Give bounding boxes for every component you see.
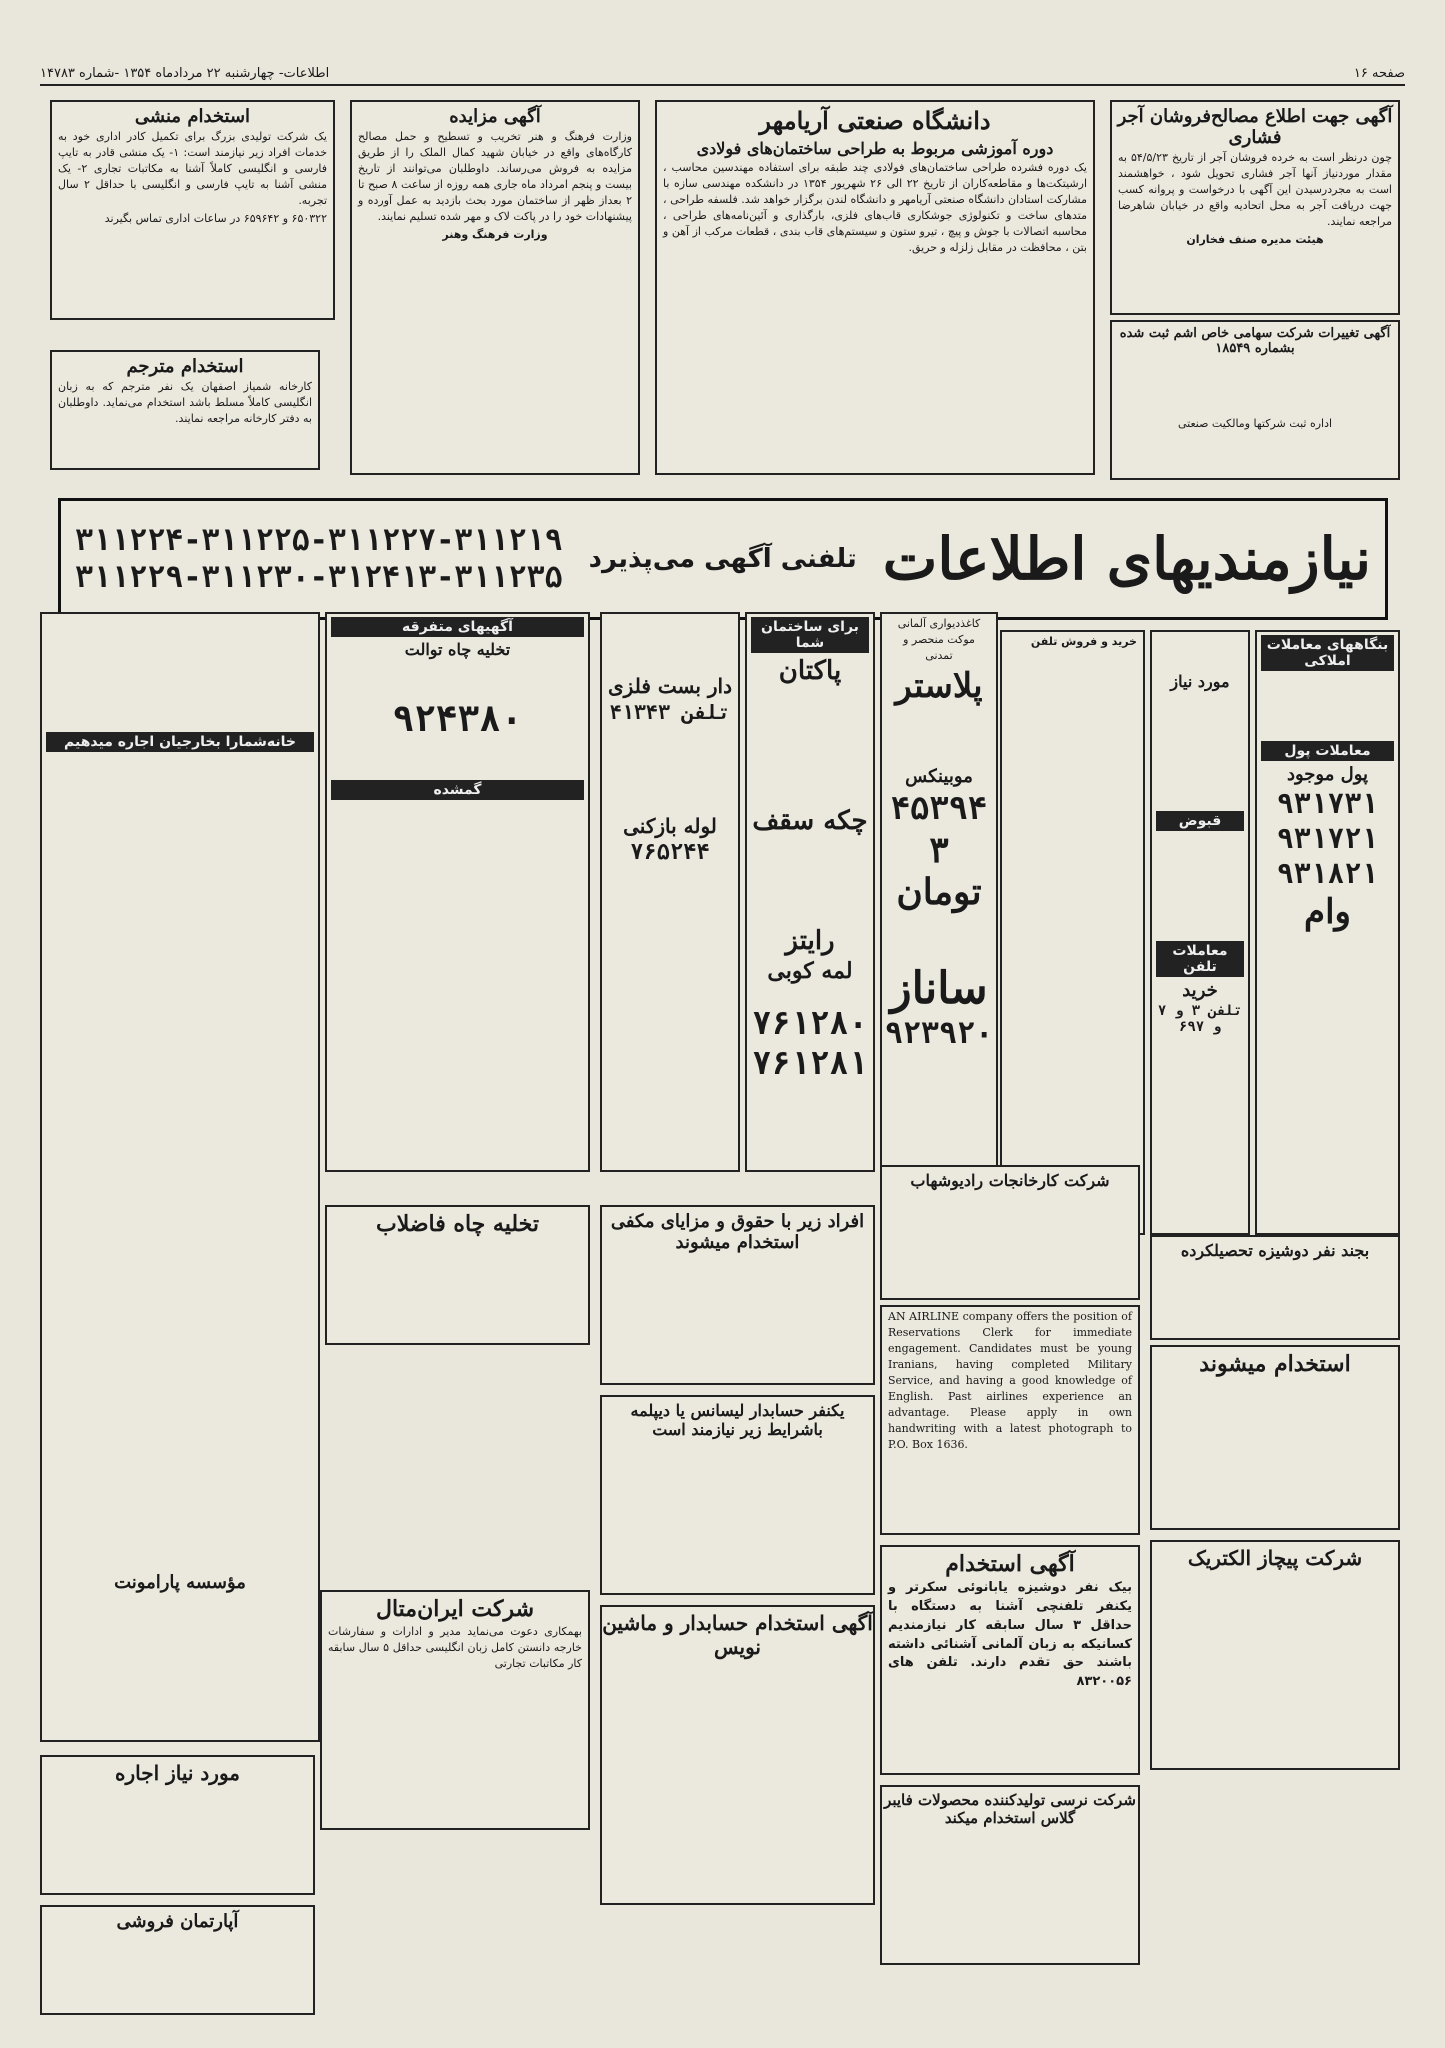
paramount: مؤسسه پارامونت	[114, 1572, 246, 1593]
sanaz-phone: ۹۲۳۹۲۰	[884, 1015, 994, 1051]
col-pipes	[600, 612, 740, 1172]
classifieds-banner	[58, 498, 1388, 620]
building-head: برای ساختمان شما	[751, 617, 869, 653]
buy-head: خرید	[1182, 980, 1218, 1001]
iran-metal-body: بهمکاری دعوت می‌نماید مدیر و ادارات و سفارشات خارجه دانستن کامل زبان انگلیسی حداقل ۵ سال سابقه کار مکاتبات تجارتی	[328, 1625, 582, 1670]
ad-girls	[1150, 1235, 1400, 1340]
ad-brick-title: آگهی جهت اطلاع مصالح‌فروشان آجر فشاری	[1117, 106, 1393, 148]
ad-fiberglass	[880, 1785, 1140, 1965]
ad-secretary-phone: ۶۵۰۳۲۲ و ۶۵۹۶۴۲ در ساعات اداری تماس بگیرند	[104, 211, 327, 225]
col-estate-head: بنگاههای معاملات املاکی	[1261, 635, 1394, 671]
ad-translator	[50, 350, 320, 470]
ad-auction	[350, 100, 640, 475]
sanaz: ساناز	[890, 962, 988, 1014]
col-misc	[325, 612, 590, 1172]
radio-head: شرکت کارخانجات رادیوشهاب	[910, 1171, 1110, 1190]
persons-head: افراد زیر با حقوق و مزایای مکفی استخدام میشوند	[610, 1211, 865, 1253]
ad-university	[655, 100, 1095, 475]
hiring3-head: آگهی استخدام حسابدار و ماشین نویس	[602, 1611, 873, 1659]
raitz: رایتز	[785, 926, 835, 956]
needed-head: مورد نیاز	[1170, 672, 1230, 691]
col-building	[745, 612, 875, 1172]
plaster-sub: کاغذدیواری آلمانی موکت منحصر و تمدنی	[897, 617, 981, 662]
raitz-phone-2: ۷۶۱۲۸۱	[752, 1044, 868, 1082]
col-rent	[40, 612, 320, 1742]
dateline: اطلاعات- چهارشنبه ۲۲ مردادماه ۱۳۵۴ -شماره ۱۴۷۸۳	[40, 65, 330, 81]
phone-trade-head: معاملات تلفن	[1156, 941, 1244, 977]
ad-brick-body: چون درنظر است به خرده فروشان آجر از تاریخ ۵۴/۵/۲۳ به مقدار موردنیاز آنها آجر فشاری تحویل شود ، خواهشمند است به مجردرسیدن این آگهی با درخواست و پروانه کسب جهت دریافت آجر به محل اتحادیه واقع در خیابان شاهرضا مراجعه نمایند.	[1118, 151, 1392, 228]
money-sub: پول موجود	[1286, 764, 1369, 785]
lost-head: گمشده	[331, 780, 584, 800]
pakatan: پاکتان	[778, 656, 842, 686]
ad-hiring2	[880, 1545, 1140, 1775]
movinex-phone: ۴۵۳۹۴	[890, 788, 988, 827]
ad-auction-title: آگهی مزایده	[449, 106, 541, 127]
ad-company-change	[1110, 320, 1400, 480]
banner-phones	[75, 522, 563, 597]
ad-hiring1	[1150, 1345, 1400, 1530]
ad-secretary-body: یک شرکت تولیدی بزرگ برای تکمیل کادر اداری خود به خدمات افراد زیر نیازمند است: ۱- یک منشی قادر به تایپ فارسی و انگلیسی کاملاً آشنا به مکاتبات تجاری ۲- یک منشی آشنا به تایپ فارسی و انگلیسی با حداقل ۲ سال تجربه.	[58, 130, 328, 207]
ad-hiring3	[600, 1605, 875, 1905]
ad-well	[325, 1205, 590, 1345]
page-number: صفحه ۱۶	[1353, 65, 1405, 81]
ad-peach	[1150, 1540, 1400, 1770]
ad-university-body: یک دوره فشرده طراحی ساختمان‌های فولادی چند طبقه برای استفاده مهندسین محاسب ، ارشیتکت‌ها و مقاطعه‌کاران از تاریخ ۲۲ الی ۲۶ شهریور ۱۳۵۴ در دانشکده مهندسی سازه با مشارکت استادان دانشگاه صنعتی آریامهر و دانشگاه لندن برگزار خواهد شد. فلسفه طراحی ، متدهای ساخت و تکنولوژی جوشکاری قاب‌های فلزی، بارگذاری و آئین‌نامه‌های طراحی ، محاسبه اتصالات با جوش و پیچ ، تیرو ستون و سیستم‌های قاب بندی ، قطعات مرکب از آهن و بتن ، محافظت در مقابل زلزله و حریق.	[663, 161, 1087, 254]
movinex: موبینکس	[905, 765, 973, 787]
ad-auction-sign: وزارت فرهنگ وهنر	[442, 227, 548, 241]
pipe-phone: ۷۶۵۲۴۴	[630, 840, 710, 865]
fiberglass-head: شرکت نرسی تولیدکننده محصولات فایبر گلاس استخدام میکند	[884, 1791, 1136, 1827]
plaster-head: پلاستر	[895, 665, 983, 706]
col-money	[1255, 630, 1400, 1235]
col-plaster	[880, 612, 998, 1212]
toilet: تخلیه چاه توالت	[404, 640, 511, 659]
pipe-head: لوله بازکنی	[623, 814, 717, 838]
metal-phone: تلفن ۴۱۳۴۳	[609, 700, 731, 724]
rental-needed-head: مورد نیاز اجاره	[114, 1761, 241, 1785]
ad-iran-metal	[320, 1590, 590, 1830]
money-phone-3: ۹۳۱۸۲۱	[1276, 857, 1379, 890]
apartment-head: آپارتمان فروشی	[116, 1911, 239, 1932]
ad-company-change-title: آگهی تغییرات شرکت سهامی خاص اشم ثبت شده بشماره ۱۸۵۴۹	[1119, 326, 1391, 356]
accountant-head: یکنفر حسابدار لیسانس یا دیپلمه باشرایط زیر نیازمند است	[630, 1401, 845, 1439]
ad-secretary	[50, 100, 335, 320]
ad-brick-sign: هیئت مدیره صنف فخاران	[1186, 232, 1324, 246]
money-phone-1: ۹۳۱۷۳۱	[1276, 787, 1379, 820]
qoboz-head: قبوض	[1156, 811, 1244, 831]
ad-accountant	[600, 1395, 875, 1595]
misc-head: آگهیهای متفرقه	[331, 617, 584, 637]
ad-university-subtitle: دوره آموزشی مربوط به طراحی ساختمان‌های فولادی	[696, 139, 1054, 158]
pipe-big: ۹۲۴۳۸۰	[392, 699, 523, 740]
ad-translator-body: کارخانه شمیاز اصفهان یک نفر مترجم که به زبان انگلیسی کاملاً مسلط باشد استخدام می‌نماید. داوطلبان به دفتر کارخانه مراجعه نمایند.	[58, 380, 312, 425]
ad-radio	[880, 1165, 1140, 1300]
iran-metal-head: شرکت ایران‌متال	[375, 1596, 535, 1622]
peach-head: شرکت پیچاز الکتریک	[1187, 1546, 1363, 1570]
ad-persons	[600, 1205, 875, 1385]
raitz-phone-1: ۷۶۱۲۸۰	[752, 1004, 868, 1042]
contact-phones: تلفن ۳ و ۷ و ۶۹۷	[1157, 1003, 1243, 1035]
girl-body: بیک نفر دوشیزه یابانوئی سکرتر و یکنفر تلفنچی آشنا به دستگاه با حداقل ۳ سال سابقه کار نیازمندیم کسانیکه به زبان آلمانی آشنائی داشته باشند حق تقدم دارند. تلفن های ۸۳۲۰۰۵۶	[888, 1580, 1132, 1690]
chehsaghf: چکه سقف	[752, 806, 868, 836]
hiring1-head: استخدام میشوند	[1199, 1351, 1351, 1377]
girl-head: بجند نفر دوشیزه تحصیلکرده	[1180, 1241, 1370, 1260]
banner-phones-row2: ۳۱۱۲۲۹-۳۱۱۲۳۰-۳۱۲۴۱۳-۳۱۱۲۳۵	[75, 560, 563, 595]
ad-auction-body: وزارت فرهنگ و هنر تخریب و تسطیح و حمل مصالح کارگاه‌های واقع در خیابان شهید کمال الملک را از طریق مزایده به فروش می‌رساند. داوطلبان می‌توانند از تاریخ بیست و پنجم امرداد ماه جاری همه روزه از ساعت ۸ صبح تا ۲ بعداز ظهر از ساختمان مورد بحث بازدید به عمل آورده و پیشنهادات خود را در پاکت لاک و مهر شده تسلیم نمایند.	[358, 130, 632, 223]
money-head: معاملات پول	[1261, 741, 1394, 761]
banner-phones-row1: ۳۱۱۲۲۴-۳۱۱۲۲۵-۳۱۱۲۲۷-۳۱۱۲۱۹	[75, 522, 563, 558]
page-header	[40, 62, 1405, 86]
col-phones-trade	[1000, 630, 1145, 1235]
ad-apartment	[40, 1905, 315, 2015]
money-phone-2: ۹۳۱۷۲۱	[1276, 822, 1379, 855]
lamekubi: لمه کوبی	[767, 958, 853, 984]
ad-company-change-sign: اداره ثبت شرکتها ومالکیت صنعتی	[1177, 417, 1333, 430]
hiring2-head: آگهی استخدام	[945, 1551, 1075, 1577]
phone-buysell: خرید و فروش تلفن	[1030, 635, 1137, 648]
banner-title: نیازمندیهای اطلاعات	[882, 525, 1371, 593]
loan-head: وام	[1304, 892, 1351, 932]
ad-brick	[1110, 100, 1400, 315]
ad-rental-needed	[40, 1755, 315, 1895]
ad-secretary-title: استخدام منشی	[134, 106, 251, 127]
toman: ۳ تومان	[896, 828, 982, 913]
airline-body: AN AIRLINE company offers the position of Reservations Clerk for immediate engagement. Candidates must be young Iranians, having completed Military Service, and having a good knowledge of English. Past airlines experience an advantage. Please apply in own handwriting with a latest photograph to P.O. Box 1636.	[888, 1310, 1132, 1451]
ad-translator-title: استخدام مترجم	[126, 356, 244, 377]
col-needed	[1150, 630, 1250, 1235]
rent-head: خانه‌شمارا بخارجیان اجاره میدهیم	[46, 732, 314, 752]
metal-door: دار بست فلزی	[608, 674, 732, 698]
ad-airline	[880, 1305, 1140, 1535]
banner-subtitle: تلفنی آگهی می‌پذیرد	[588, 544, 857, 574]
well-head: تخلیه چاه فاضلاب	[376, 1211, 539, 1237]
ad-university-title: دانشگاه صنعتی آریامهر	[759, 106, 991, 135]
